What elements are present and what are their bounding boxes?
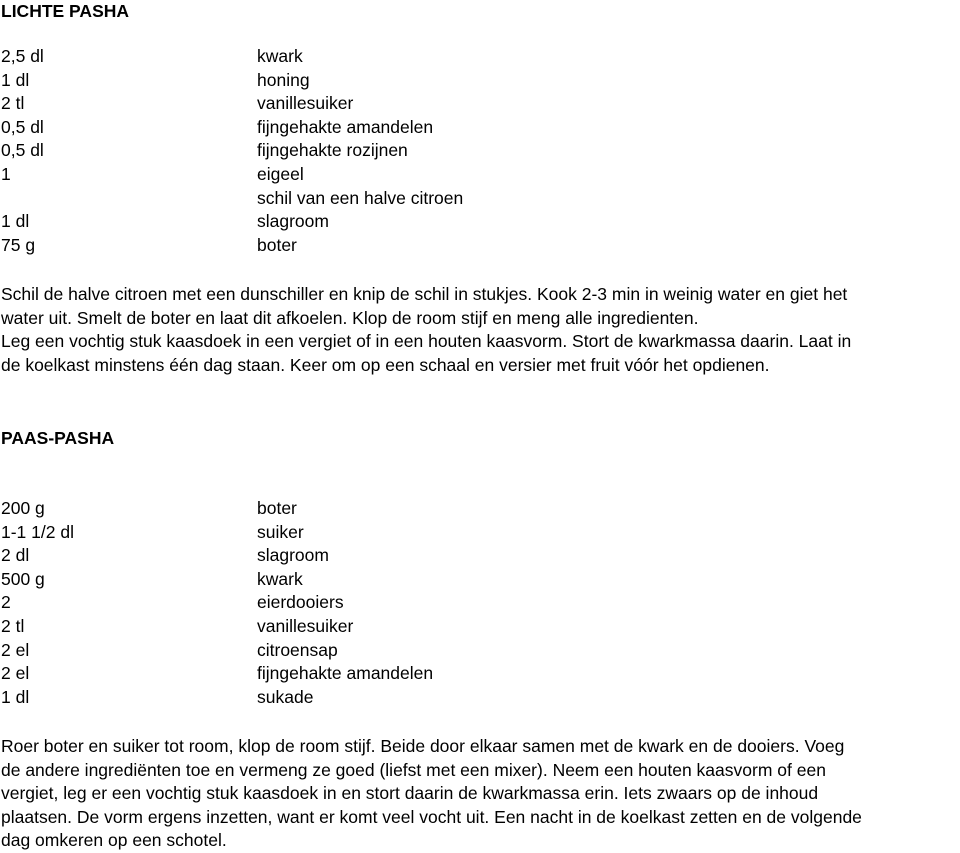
ingredient-name: honing [257,69,310,90]
instruction-line: water uit. Smelt de boter en laat dit afkoelen. Klop de room stijf en meng alle ingredienten. [1,307,699,328]
ingredient-name: boter [257,498,297,518]
ingredient-quantity: 2 tl [1,615,25,636]
ingredient-name: fijngehakte amandelen [257,116,434,137]
ingredient-quantity: 2 tl [1,93,25,114]
ingredient-quantity: 1-1 1/2 dl [1,521,74,542]
instruction-line: Roer boter en suiker tot room, klop de room stijf. Beide door elkaar samen met de kwark en de dooiers. Voeg [1,736,845,756]
ingredient-name: citroensap [257,639,338,660]
ingredient-quantity: 1 dl [1,686,30,707]
instruction-line: de andere ingrediënten toe en vermeng ze goed (liefst met een mixer). Neem een houten kaasvorm of een [1,759,826,780]
ingredient-name: slagroom [257,545,329,566]
recipe-title-paas-pasha: PAAS-PASHA [1,428,115,448]
ingredient-name: fijngehakte rozijnen [257,140,408,161]
ingredient-quantity: 500 g [1,568,45,589]
ingredient-name: kwark [257,568,303,589]
ingredient-name: slagroom [257,211,329,232]
instruction-line: dag omkeren op een schotel. [1,830,227,851]
ingredient-quantity: 0,5 dl [1,140,44,161]
instructions-paas-pasha [1,735,956,853]
ingredient-quantity: 2 el [1,639,30,660]
recipe-title-lichte-pasha: LICHTE PASHA [1,1,130,21]
instruction-line: de koelkast minstens één dag staan. Keer om op een schaal en versier met fruit vóór het opdienen. [1,354,770,375]
ingredient-quantity: 1 [1,163,11,184]
ingredient-quantity: 2 el [1,663,30,684]
instruction-line: Leg een vochtig stuk kaasdoek in een vergiet of in een houten kaasvorm. Stort de kwarkmassa daarin. Laat in [1,331,852,352]
ingredient-name: kwark [257,46,303,66]
ingredient-quantity: 1 dl [1,69,30,90]
ingredient-quantity: 2,5 dl [1,46,44,66]
ingredient-quantity: 75 g [1,234,36,255]
ingredient-name: sukade [257,686,314,707]
ingredient-quantity: 2 dl [1,545,30,566]
instructions-lichte-pasha [1,283,956,377]
ingredient-name: vanillesuiker [257,93,354,114]
ingredient-quantity: 200 g [1,498,45,518]
ingredient-name: vanillesuiker [257,615,354,636]
ingredient-name: schil van een halve citroen [257,187,464,208]
ingredient-name: fijngehakte amandelen [257,663,434,684]
ingredient-quantity: 2 [1,592,11,613]
instruction-line: vergiet, leg er een vochtig stuk kaasdoek in en stort daarin de kwarkmassa erin. Iets zwaars op de inhoud [1,783,819,804]
ingredient-name: eierdooiers [257,592,344,613]
ingredient-name: suiker [257,521,304,542]
ingredient-name: eigeel [257,163,304,184]
ingredient-quantity: 1 dl [1,211,30,232]
ingredient-quantity: 0,5 dl [1,116,44,137]
instruction-line: Schil de halve citroen met een dunschiller en knip de schil in stukjes. Kook 2-3 min in weinig water en giet het [1,284,848,304]
instruction-line: plaatsen. De vorm ergens inzetten, want er komt veel vocht uit. Een nacht in de koelkast zetten en de volgende [1,806,862,827]
ingredient-name: boter [257,234,297,255]
